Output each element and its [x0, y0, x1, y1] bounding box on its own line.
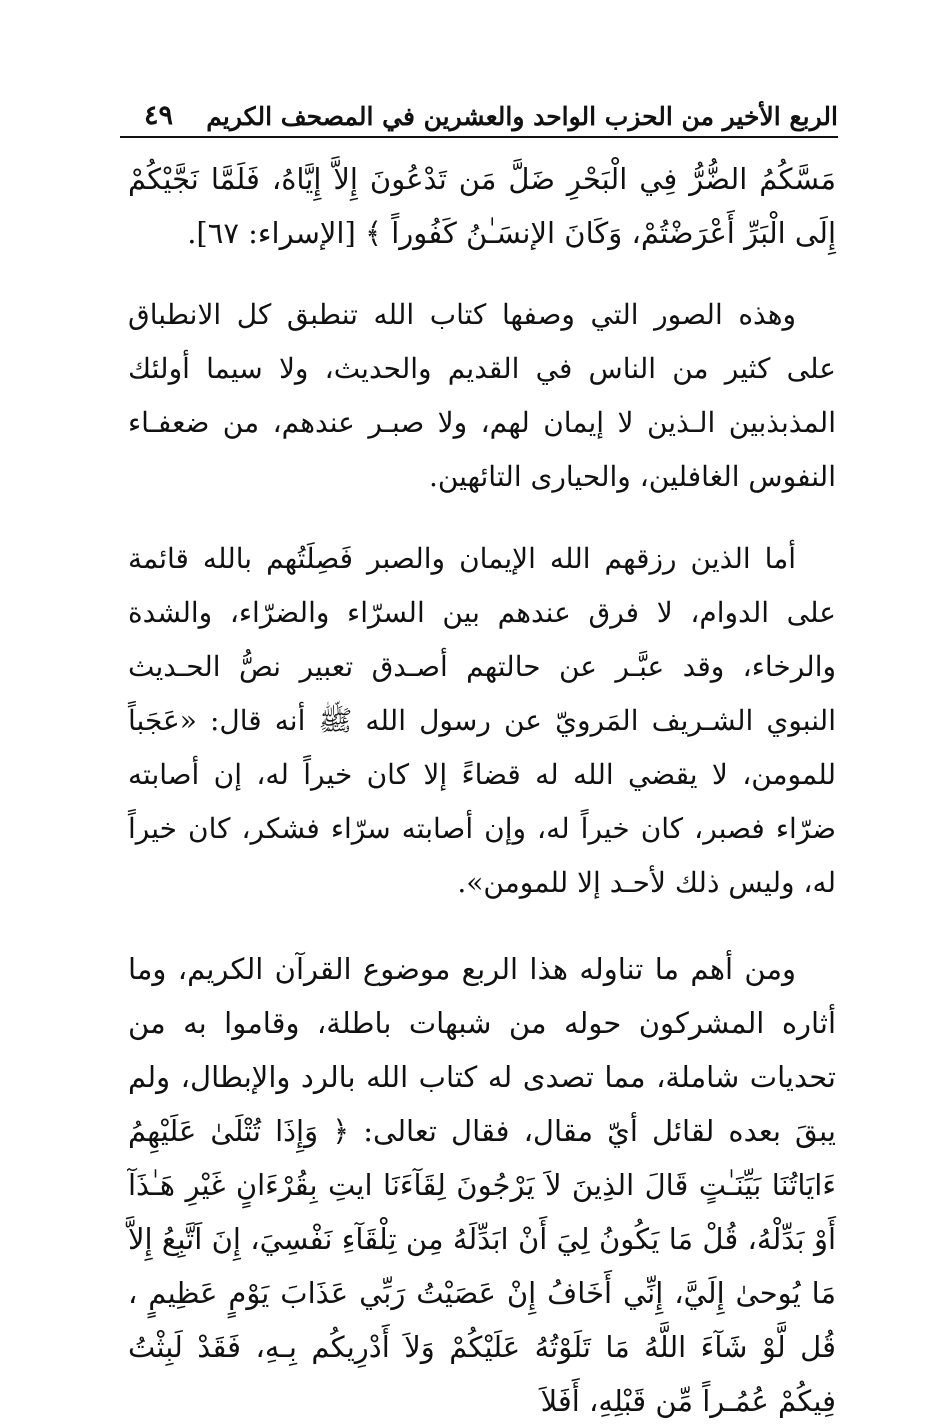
- running-header: [120, 98, 838, 138]
- page-body: [128, 152, 836, 1428]
- page-number: ٤٩: [144, 100, 174, 131]
- paragraph-hadith: أما الذين رزقهم الله الإيمان والصبر فَصِلَتُهم بالله قائمة على الدوام، لا فرق عندهم بين السرّاء والضرّاء، والشدة والرخاء، وقد عبَّـر عن حالتهم أصـدق تعبير نصُّ الحـديث النبوي الشـريف المَرويّ عن رسول الله ﷺ أنه قال: «عَجَباً للمومن، لا يقضي الله له قضاءً إلا كان خيراً له، إن أصابته ضرّاء فصبر، كان خيراً له، وإن أصابته سرّاء فشكر، كان خيراً له، وليس ذلك لأحـد إلا للمومن».: [128, 542, 837, 899]
- paragraph-verse-continuation: مَسَّكُمُ الضُّرُّ فِي الْبَحْرِ ضَلَّ مَن تَدْعُونَ إِلاَّ إِيَّاهُ، فَلَمَّا نَجَّيْكُمْ إِلَى الْبَرِّ أَعْرَضْتُمْ، وَكَانَ الإنسَـٰنُ كَفُوراً ﴾ [الإسراء: ٦٧].: [128, 162, 836, 250]
- paragraph-description: وهذه الصور التي وصفها كتاب الله تنطبق كل الانطباق على كثير من الناس في القديم والحديث، ولا سيما أولئك المذبذبين الـذين لا إيمان لهم، ولا صبـر عندهم، من ضعفـاء النفوس الغافلين، والحيارى التائهين.: [128, 298, 836, 493]
- header-title: الربع الأخير من الحزب الواحد والعشرين في المصحف الكريم: [206, 102, 838, 131]
- header-rule: [120, 136, 838, 138]
- paragraph-quran-topic: ومن أهم ما تناوله هذا الربع موضوع القرآن الكريم، وما أثاره المشركون حوله من شبهات باطلة، وقاموا به من تحديات شاملة، مما تصدى له كتاب الله بالرد والإبطال، ولم يبقَ بعده لقائل أيّ مقال، فقال تعالى: ﴿ وَإِذَا تُتْلَىٰ عَلَيْهِمُ ءَايَاتُنَا بَيِّنَـٰتٍ قَالَ الذِينَ لاَ يَرْجُونَ لِقَآءَنَا ايتِ بِقُرْءَانٍ غَيْرِ هَـٰذَآ أَوْ بَدِّلْهُ، قُلْ مَا يَكُونُ لِيَ أَنْ ابَدِّلَهُ مِن تِلْقَآءِ نَفْسِيَ، إِنَ اَتَّبِعُ إِلاَّ مَا يُوحىٰ إِلَيَّ، إِنِّي أَخَافُ إِنْ عَصَيْتُ رَبِّي عَذَابَ يَوْمٍ عَظِيمٍ ، قُل لَّوْ شَآءَ اللَّهُ مَا تَلَوْتُهُ عَلَيْكُمْ وَلاَ أَدْرِيكُم بِـهِ، فَقَدْ لَبِثْتُ فِيكُمْ عُمُـراً مِّن قَبْلِهِ، أَفَلاَ: [128, 952, 837, 1418]
